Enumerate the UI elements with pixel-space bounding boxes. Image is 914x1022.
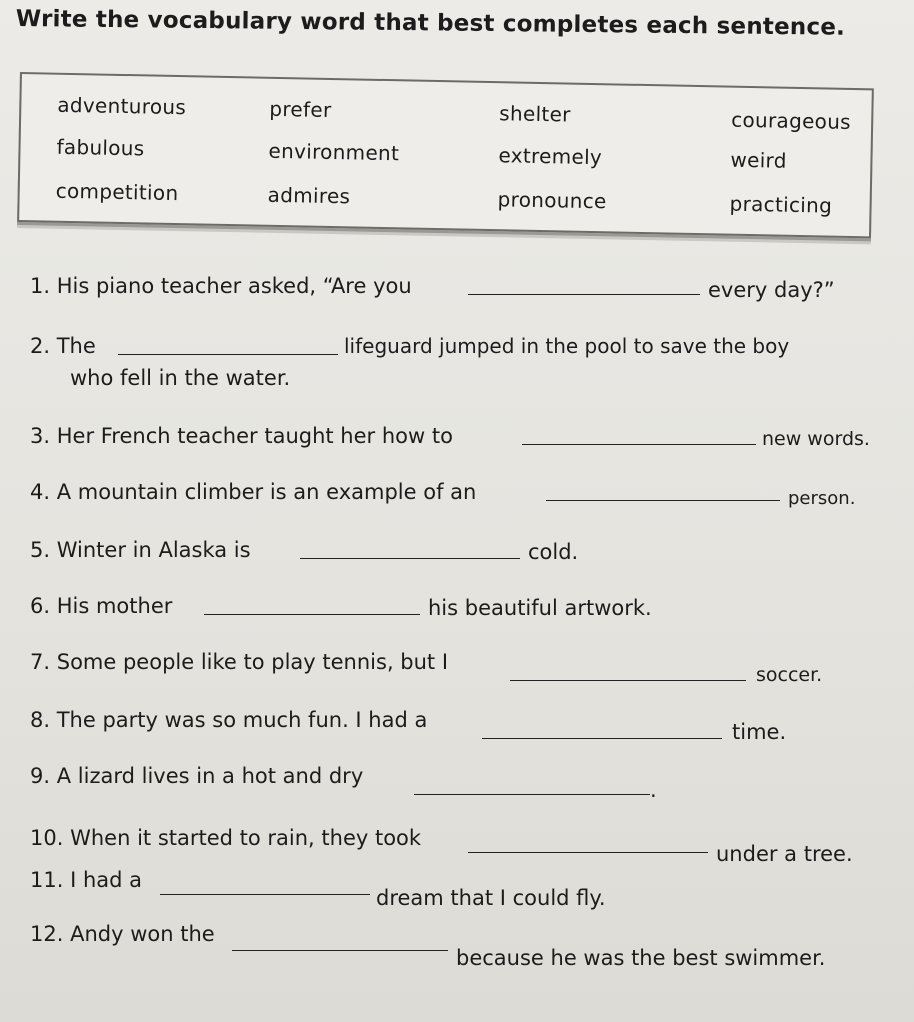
sentence-text-before: Some people like to play tennis, but I [56,650,449,674]
sentence-text-after: under a tree. [716,842,853,866]
sentence-8 [30,708,427,732]
sentence-text-before: When it started to rain, they took [70,826,422,850]
sentence-text-continued: who fell in the water. [70,366,291,390]
sentence-text-before: Andy won the [70,922,215,946]
sentence-text-after: person. [788,488,856,509]
sentence-number: 1. [30,274,51,298]
sentence-text-before: Winter in Alaska is [56,538,251,562]
word-bank-item: shelter [499,101,571,127]
sentence-9 [30,764,363,788]
sentence-number: 7. [30,650,51,674]
sentence-10 [30,826,421,850]
sentence-1 [30,274,412,298]
sentence-text-after: new words. [762,428,870,450]
sentence-number: 12. [30,922,64,946]
answer-blank-12[interactable] [232,950,448,951]
answer-blank-11[interactable] [160,894,370,895]
word-bank-item: competition [55,178,179,206]
sentence-5 [30,538,251,562]
sentence-text-after: dream that I could fly. [376,886,606,910]
answer-blank-9[interactable] [414,794,650,795]
sentence-text-before: His mother [56,594,173,618]
word-bank [17,72,874,238]
word-bank-item: fabulous [56,134,145,161]
sentence-text-before: Her French teacher taught her how to [56,424,453,448]
sentence-text-after: every day?” [708,278,835,302]
answer-blank-4[interactable] [546,500,780,501]
answer-blank-7[interactable] [510,680,746,681]
answer-blank-1[interactable] [468,294,700,295]
answer-blank-8[interactable] [482,738,722,739]
word-bank-item: prefer [269,96,332,122]
word-bank-item: extremely [498,143,603,170]
sentence-text-before: A lizard lives in a hot and dry [56,764,364,788]
sentence-2 [30,334,96,358]
sentence-text-before: A mountain climber is an example of an [56,480,477,504]
word-bank-item: adventurous [57,92,187,120]
sentence-number: 4. [30,480,51,504]
sentence-text-before: I had a [70,868,143,892]
word-bank-item: practicing [729,191,833,218]
sentence-number: 6. [30,594,51,618]
answer-blank-6[interactable] [204,614,420,615]
sentence-text-before: The [56,334,96,358]
sentence-text-before: The party was so much fun. I had a [56,708,428,732]
sentence-6 [30,594,172,618]
sentence-text-after: time. [732,720,787,744]
sentence-11 [30,868,142,892]
word-bank-item: environment [268,138,400,166]
sentence-number: 2. [30,334,51,358]
instructions-heading: Write the vocabulary word that best completes each sentence. [15,6,846,41]
word-bank-item: admires [267,182,351,209]
answer-blank-10[interactable] [468,852,708,853]
sentence-text-after: . [650,778,657,802]
sentence-7 [30,650,448,674]
word-bank-item: courageous [730,107,852,134]
sentence-3 [30,424,453,448]
sentence-4 [30,480,476,504]
word-bank-item: weird [730,147,787,173]
sentence-text-after: soccer. [756,664,823,686]
sentence-text-after: cold. [528,540,579,564]
sentence-text-after: his beautiful artwork. [428,596,652,620]
sentence-text-after: lifeguard jumped in the pool to save the boy [344,334,790,358]
sentence-number: 5. [30,538,51,562]
answer-blank-5[interactable] [300,558,520,559]
sentence-12 [30,922,215,946]
sentence-text-after: because he was the best swimmer. [456,946,826,970]
sentence-number: 10. [30,826,64,850]
sentence-text-before: His piano teacher asked, “Are you [56,274,412,298]
sentence-number: 3. [30,424,51,448]
word-bank-item: pronounce [497,187,607,214]
sentence-number: 11. [30,868,64,892]
sentence-number: 8. [30,708,51,732]
answer-blank-3[interactable] [522,444,756,445]
answer-blank-2[interactable] [118,354,338,355]
sentence-number: 9. [30,764,51,788]
